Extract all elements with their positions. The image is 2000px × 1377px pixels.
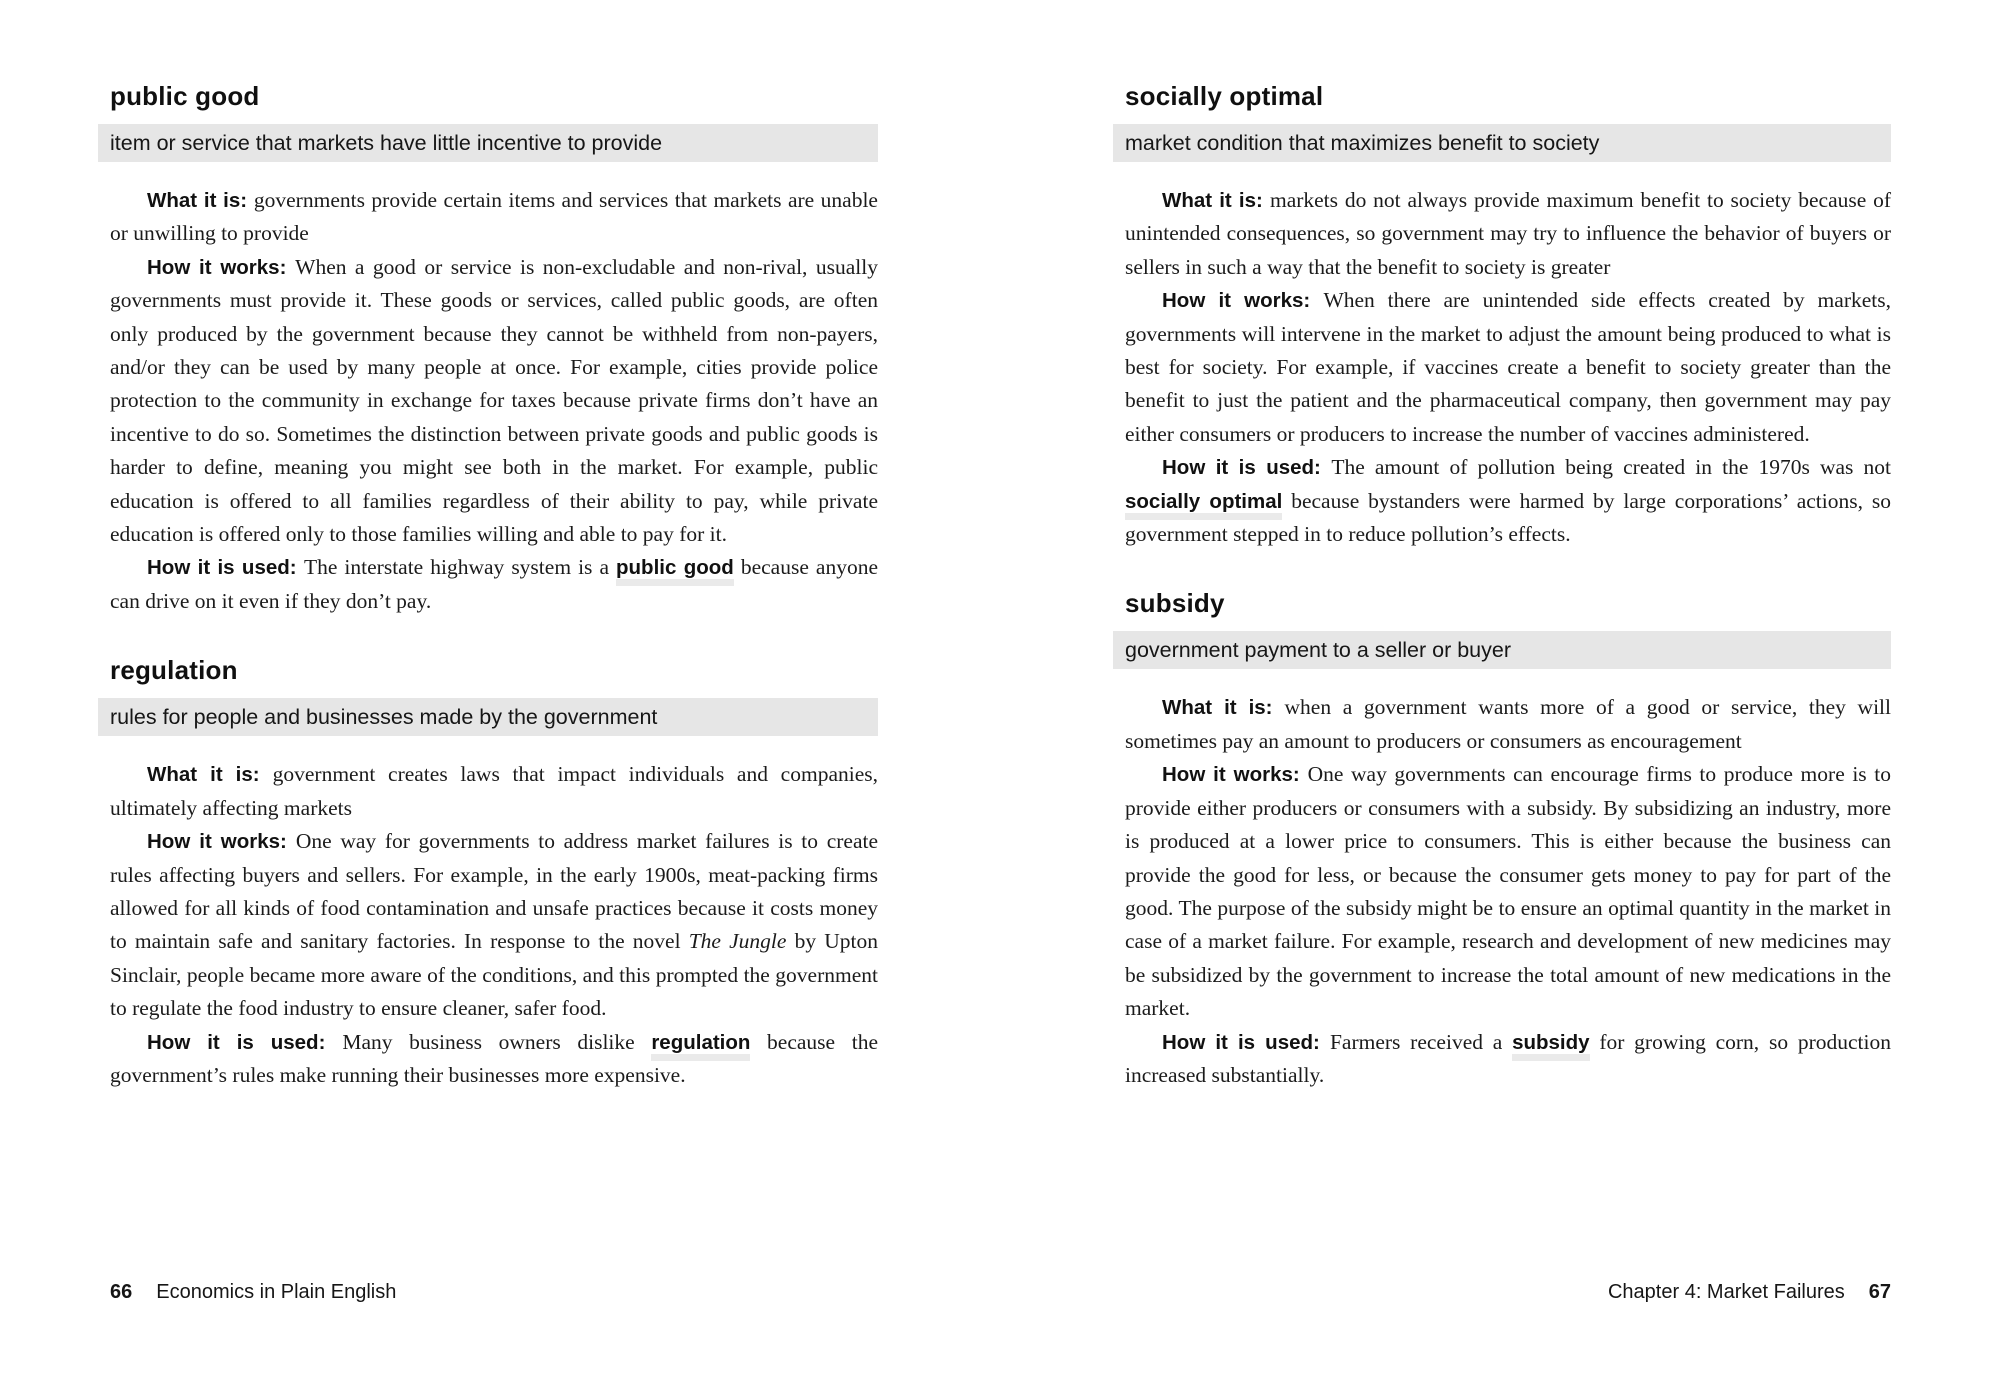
- paragraph-label: How it is used:: [147, 1030, 343, 1054]
- paragraph: [1125, 184, 1891, 284]
- glossary-entry: [1125, 82, 1891, 551]
- body-text: One way governments can encourage firms to produce more is to provide either producers or consumers with a subsidy. By subsidizing an industry, more is produced at a lower price to consumers. This is either because the business can provide the good for less, or because the consumer gets money to pay for part of the good. The purpose of the subsidy might be to ensure an optimal quantity in the market in case of a market failure. For example, research and development of new medicines may be subsidized by the government to increase the total amount of new medications in the market.: [1125, 762, 1891, 1021]
- paragraph-label: How it works:: [1162, 289, 1324, 313]
- entry-body: [110, 184, 878, 618]
- paragraph: [110, 251, 878, 552]
- body-text: One way for governments to address market failures is to create rules affecting buyers and sellers. For example, in the early 1900s, meat-packing firms allowed for all kinds of food contamination and unsafe practices because it costs money to maintain safe and sanitary factories. In response to the novel: [110, 829, 878, 954]
- paragraph: [110, 758, 878, 825]
- entries-left: [110, 82, 878, 1092]
- definition-bar: item or service that markets have little incentive to provide: [98, 124, 878, 162]
- entry-body: [1125, 184, 1891, 551]
- paragraph: [110, 1026, 878, 1093]
- paragraph-label: What it is:: [147, 189, 254, 212]
- page-number-right: 67: [1868, 1281, 1891, 1303]
- definition-bar: market condition that maximizes benefit to society: [1113, 124, 1891, 162]
- paragraph-label: How it is used:: [147, 556, 304, 580]
- footer-right: [1125, 1281, 1891, 1304]
- glossary-entry: [110, 656, 878, 1092]
- entry-body: [1125, 691, 1891, 1092]
- term-heading: subsidy: [1125, 588, 1225, 619]
- highlighted-term: socially optimal: [1125, 490, 1282, 520]
- running-title-right: Chapter 4: Market Failures: [1607, 1281, 1845, 1303]
- highlighted-term: subsidy: [1512, 1031, 1589, 1061]
- definition-bar: rules for people and businesses made by the government: [98, 698, 878, 736]
- definition-bar: government payment to a seller or buyer: [1113, 631, 1891, 669]
- highlighted-term: regulation: [651, 1031, 750, 1061]
- body-text: because the government’s rules make running their businesses more expensive.: [110, 1029, 878, 1087]
- body-text: governments provide certain items and services that markets are unable or unwilling to provide: [110, 188, 878, 246]
- paragraph-label: How it is used:: [1162, 456, 1332, 480]
- body-text: because anyone can drive on it even if they don’t pay.: [110, 555, 878, 613]
- page-number-left: 66: [110, 1281, 133, 1303]
- body-text: government creates laws that impact individuals and companies, ultimately affecting markets: [110, 762, 878, 820]
- paragraph: [110, 551, 878, 618]
- paragraph: [1125, 758, 1891, 1025]
- body-text: when a government wants more of a good or service, they will sometimes pay an amount to producers or consumers as encouragement: [1125, 695, 1891, 753]
- paragraph: [1125, 284, 1891, 451]
- page-right: [1125, 0, 1891, 1377]
- paragraph: [1125, 691, 1891, 758]
- glossary-entry: [110, 82, 878, 618]
- body-text: Many business owners dislike: [342, 1029, 652, 1054]
- paragraph-label: What it is:: [147, 763, 273, 787]
- paragraph-label: How it works:: [1162, 763, 1308, 787]
- page-left: [110, 0, 878, 1377]
- highlighted-term: public good: [616, 556, 734, 586]
- body-text: markets do not always provide maximum benefit to society because of unintended consequences, so government may try to influence the behavior of buyers or sellers in such a way that the benefit to society is greater: [1125, 188, 1892, 279]
- paragraph: [110, 825, 878, 1025]
- footer-left: [110, 1281, 878, 1304]
- term-heading: socially optimal: [1125, 81, 1324, 111]
- body-text: The amount of pollution being created in the 1970s was not: [1331, 455, 1891, 480]
- paragraph-label: What it is:: [1162, 189, 1270, 212]
- body-text: When there are unintended side effects created by markets, governments will intervene in the market to adjust the amount being produced to what is best for society. For example, if vaccines create a benefit to society greater than the benefit to just the patient and the pharmaceutical company, then government may pay either consumers or producers to increase the number of vaccines administered.: [1125, 288, 1891, 446]
- entries-right: [1125, 82, 1891, 1092]
- body-text: for growing corn, so production increased substantially.: [1125, 1029, 1891, 1087]
- running-title-left: Economics in Plain English: [156, 1281, 397, 1303]
- entry-body: [110, 758, 878, 1092]
- paragraph-label: How it works:: [147, 830, 296, 854]
- paragraph: [110, 184, 878, 251]
- body-text: because bystanders were harmed by large corporations’ actions, so government stepped in to reduce pollution’s effects.: [1125, 488, 1891, 547]
- body-text: When a good or service is non-excludable and non-rival, usually governments must provide it. These goods or services, called public goods, are often only produced by the government because they cannot be withheld from non-payers, and/or they can be used by many people at once. For example, cities provide police protection to the community in exchange for taxes because private firms don’t have an incentive to do so. Sometimes the distinction between private goods and public goods is harder to define, meaning you might see both in the market. For example, public education is offered to all families regardless of their ability to pay, while private education is offered only to those families willing and able to pay for it.: [110, 254, 878, 547]
- paragraph-label: How it is used:: [1162, 1030, 1330, 1054]
- body-text: The interstate highway system is a: [303, 555, 617, 580]
- glossary-entry: [1125, 589, 1891, 1092]
- paragraph-label: What it is:: [1162, 696, 1285, 720]
- paragraph-label: How it works:: [147, 255, 296, 279]
- paragraph: [1125, 451, 1891, 551]
- term-heading: regulation: [110, 655, 238, 686]
- term-heading: public good: [110, 81, 260, 111]
- body-text: Farmers received a: [1329, 1029, 1513, 1054]
- body-text: by Upton Sinclair, people became more aware of the conditions, and this prompted the government to regulate the food industry to ensure cleaner, safer food.: [110, 929, 878, 1021]
- italic-title: The Jungle: [688, 929, 787, 954]
- paragraph: [1125, 1026, 1891, 1093]
